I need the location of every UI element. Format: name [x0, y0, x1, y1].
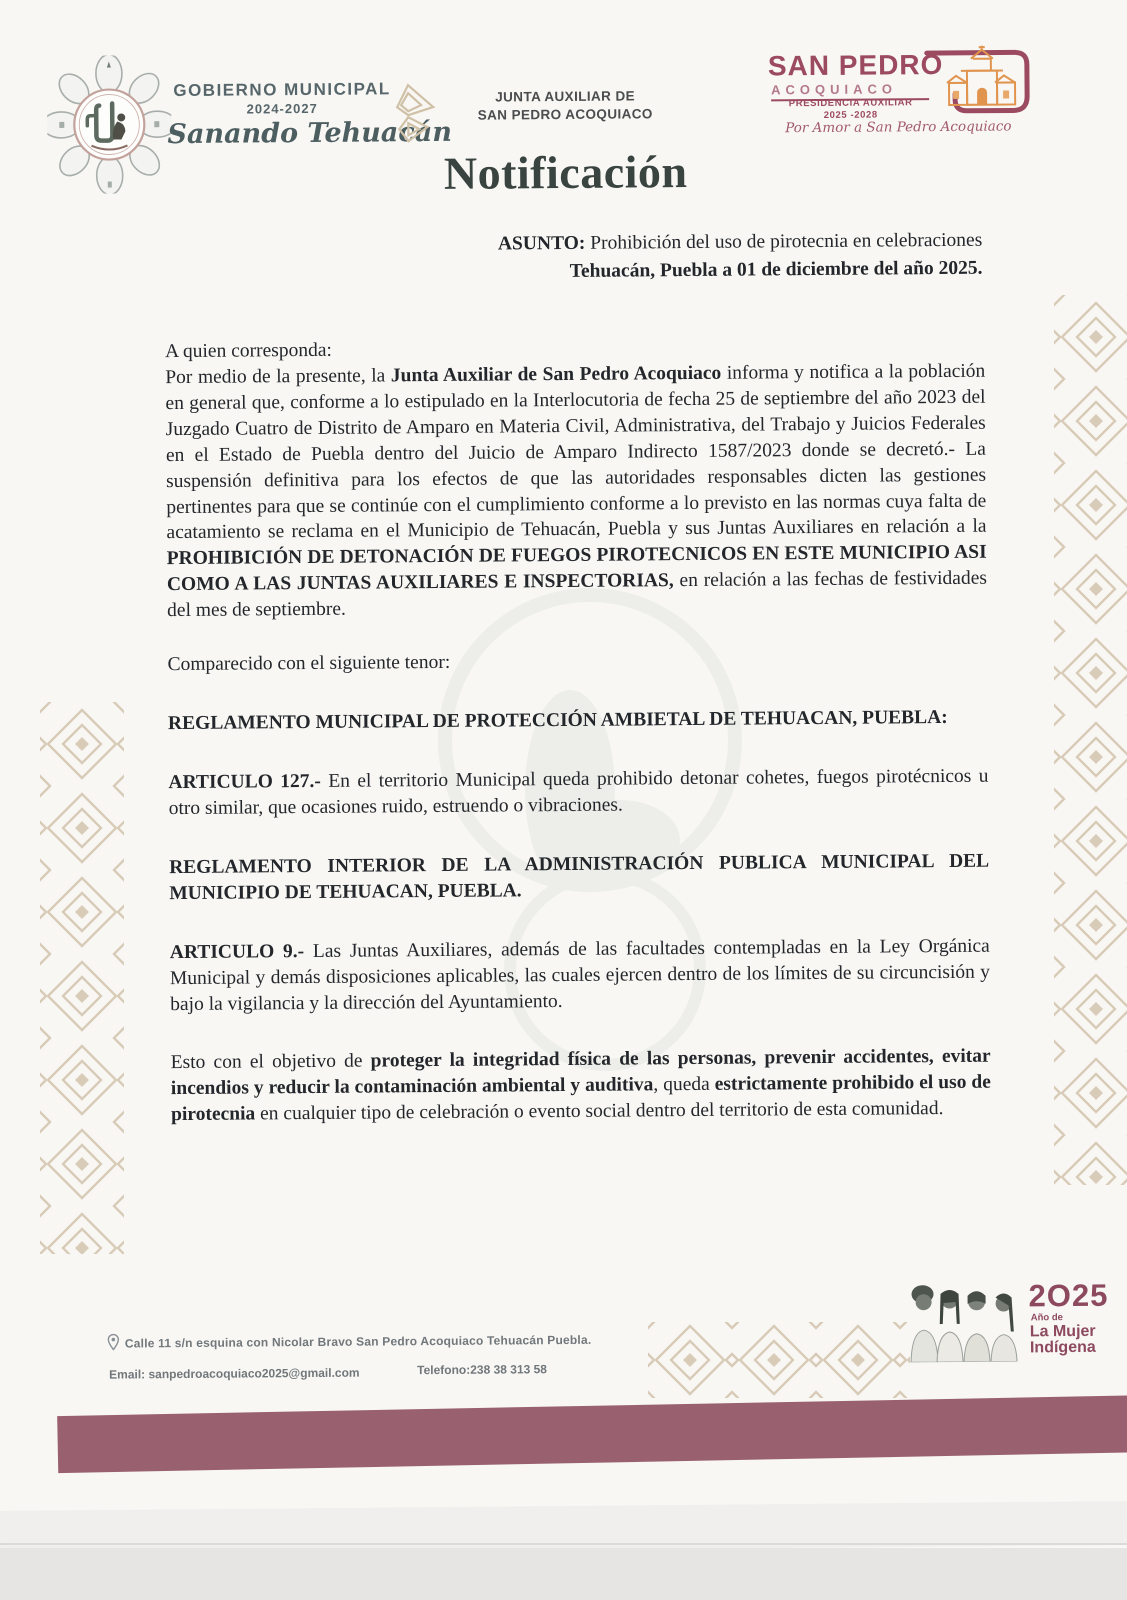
p5-s1: proteger la integridad física de las personas, prevenir accidentes, evitar incendios y reducir la contaminación ambiental y auditiva — [170, 1046, 991, 1100]
scan-edge-line — [0, 1543, 1127, 1545]
p4-s1: Las Juntas Auxiliares, además de las facultades contempladas en la Ley Orgánica Municipal y demás disposiciones aplicables, las cuales ejercen dentro de los límites de su circuncisión y bajo la vigilancia y la dirección del Ayuntamiento. — [169, 935, 991, 1015]
paragraph-articulo-127 — [168, 764, 988, 822]
p1-s0: Por medio de la presente, la — [165, 365, 391, 389]
san-pedro-wordmark: SAN PEDRO — [767, 48, 944, 82]
p3-s1: En el territorio Municipal queda prohibido detonar cohetes, fuegos pirotécnicos u otro similar, que ocasiones ruido, estruendo o vibraciones. — [168, 765, 989, 820]
p1-s3: PROHIBICIÓN DE DETONACIÓN DE FUEGOS PIROTECNICOS EN ESTE MUNICIPIO ASI COMO A LAS JUNTAS AUXILIARES E INSPECTORIAS, — [166, 542, 987, 596]
presidencia-line: PRESIDENCIA AUXILIAR — [788, 97, 913, 110]
junta-line2: SAN PEDRO ACOQUIACO — [477, 106, 653, 123]
badge-line3: Indígena — [1029, 1338, 1096, 1356]
footer-address: Calle 11 s/n esquina con Nicolar Bravo San Pedro Acoquiaco Tehuacán Puebla. — [124, 1332, 592, 1351]
badge-line2: La Mujer — [1029, 1322, 1096, 1340]
p1-s1: Junta Auxiliar de San Pedro Acoquiaco — [390, 362, 722, 387]
badge-line1: Año de — [1030, 1312, 1063, 1324]
page-title: Notificación — [443, 146, 688, 199]
year-2025-badge — [1028, 1277, 1124, 1356]
paragraph-1 — [165, 359, 987, 625]
municipal-seal-logo — [47, 55, 172, 194]
scan-edge-dark — [0, 1548, 1127, 1600]
acoquiaco-wordmark: ACOQUIACO — [771, 81, 929, 101]
p1-s2: informa y notifica a la población en general que, conforme a lo estipulado en la Interlocutoria de fecha 25 de septiembre del año 2023 del Juzgado Cuatro de Distrito de Amparo en Materia Civil, Administrativa, del Trabajo y Juicios Federales en el Estado de Puebla dentro del Juicio de Amparo Indirecto 1587/2023 donde se decretó.- La suspensión definitiva para los efectos de que las autoridades responsables dicten las gestiones pertinentes para que se continúe con el cumplimiento conforme a lo previsto en las normas cuya falta de acatamiento se reclama en el Municipio de Tehuacán, Puebla y sus Juntas Auxiliares en relación a la — [165, 360, 987, 544]
gobierno-line2: 2024-2027 — [246, 100, 318, 117]
junta-auxiliar-header — [415, 87, 715, 126]
footer-phone: Telefono:238 38 313 58 — [417, 1362, 547, 1378]
salutation: A quien corresponda: — [165, 339, 332, 363]
p5-s4: en cualquier tipo de celebración o evento social dentro del territorio de esta comunidad. — [255, 1098, 944, 1125]
p3-s0: ARTICULO 127.- — [168, 770, 321, 794]
bottom-maroon-bar — [57, 1396, 1127, 1474]
p1-s4: en relación a las fechas de festividades del mes de septiembre. — [167, 567, 987, 622]
gobierno-line1: GOBIERNO MUNICIPAL — [173, 79, 391, 101]
subject-block — [376, 227, 982, 288]
p4-s0: ARTICULO 9.- — [169, 940, 305, 963]
document-body — [165, 333, 991, 1129]
church-illustration — [923, 44, 1036, 123]
gobierno-script: Sanando Tehuacán — [167, 116, 453, 151]
location-pin-icon — [107, 1334, 120, 1351]
p5-s0: Esto con el objetivo de — [170, 1050, 371, 1074]
badge-year: 2O25 — [1028, 1277, 1109, 1314]
indigenous-women-illustration — [904, 1279, 1023, 1362]
subject-label: ASUNTO: — [497, 232, 586, 255]
subject-line2: Tehuacán, Puebla a 01 de diciembre del año 2025. — [569, 257, 983, 283]
heading-reglamento-municipal: REGLAMENTO MUNICIPAL DE PROTECCIÓN AMBIETAL DE TEHUACAN, PUEBLA: — [167, 707, 948, 735]
junta-line1: JUNTA AUXILIAR DE — [495, 88, 636, 105]
paragraph-articulo-9 — [170, 933, 991, 1017]
presidencia-years: 2025 -2028 — [823, 109, 878, 122]
heading-reglamento-interior: REGLAMENTO INTERIOR DE LA ADMINISTRACIÓN PUBLICA MUNICIPAL DEL MUNICIPIO DE TEHUACAN, PUEBLA. — [169, 850, 990, 904]
subject-line1-text: Prohibición del uso de pirotecnia en celebraciones — [585, 229, 983, 254]
paragraph-2: Comparecido con el siguiente tenor: — [167, 652, 451, 676]
paragraph-objetivo — [171, 1044, 992, 1128]
p5-s3: estrictamente prohibido el uso de pirotecnia — [171, 1072, 991, 1126]
gobierno-municipal-block — [167, 79, 453, 151]
footer-email: Email: sanpedroacoquiaco2025@gmail.com — [109, 1365, 360, 1382]
p5-s2: , queda — [653, 1074, 715, 1096]
san-pedro-tagline: Por Amor a San Pedro Acoquiaco — [785, 118, 1012, 137]
